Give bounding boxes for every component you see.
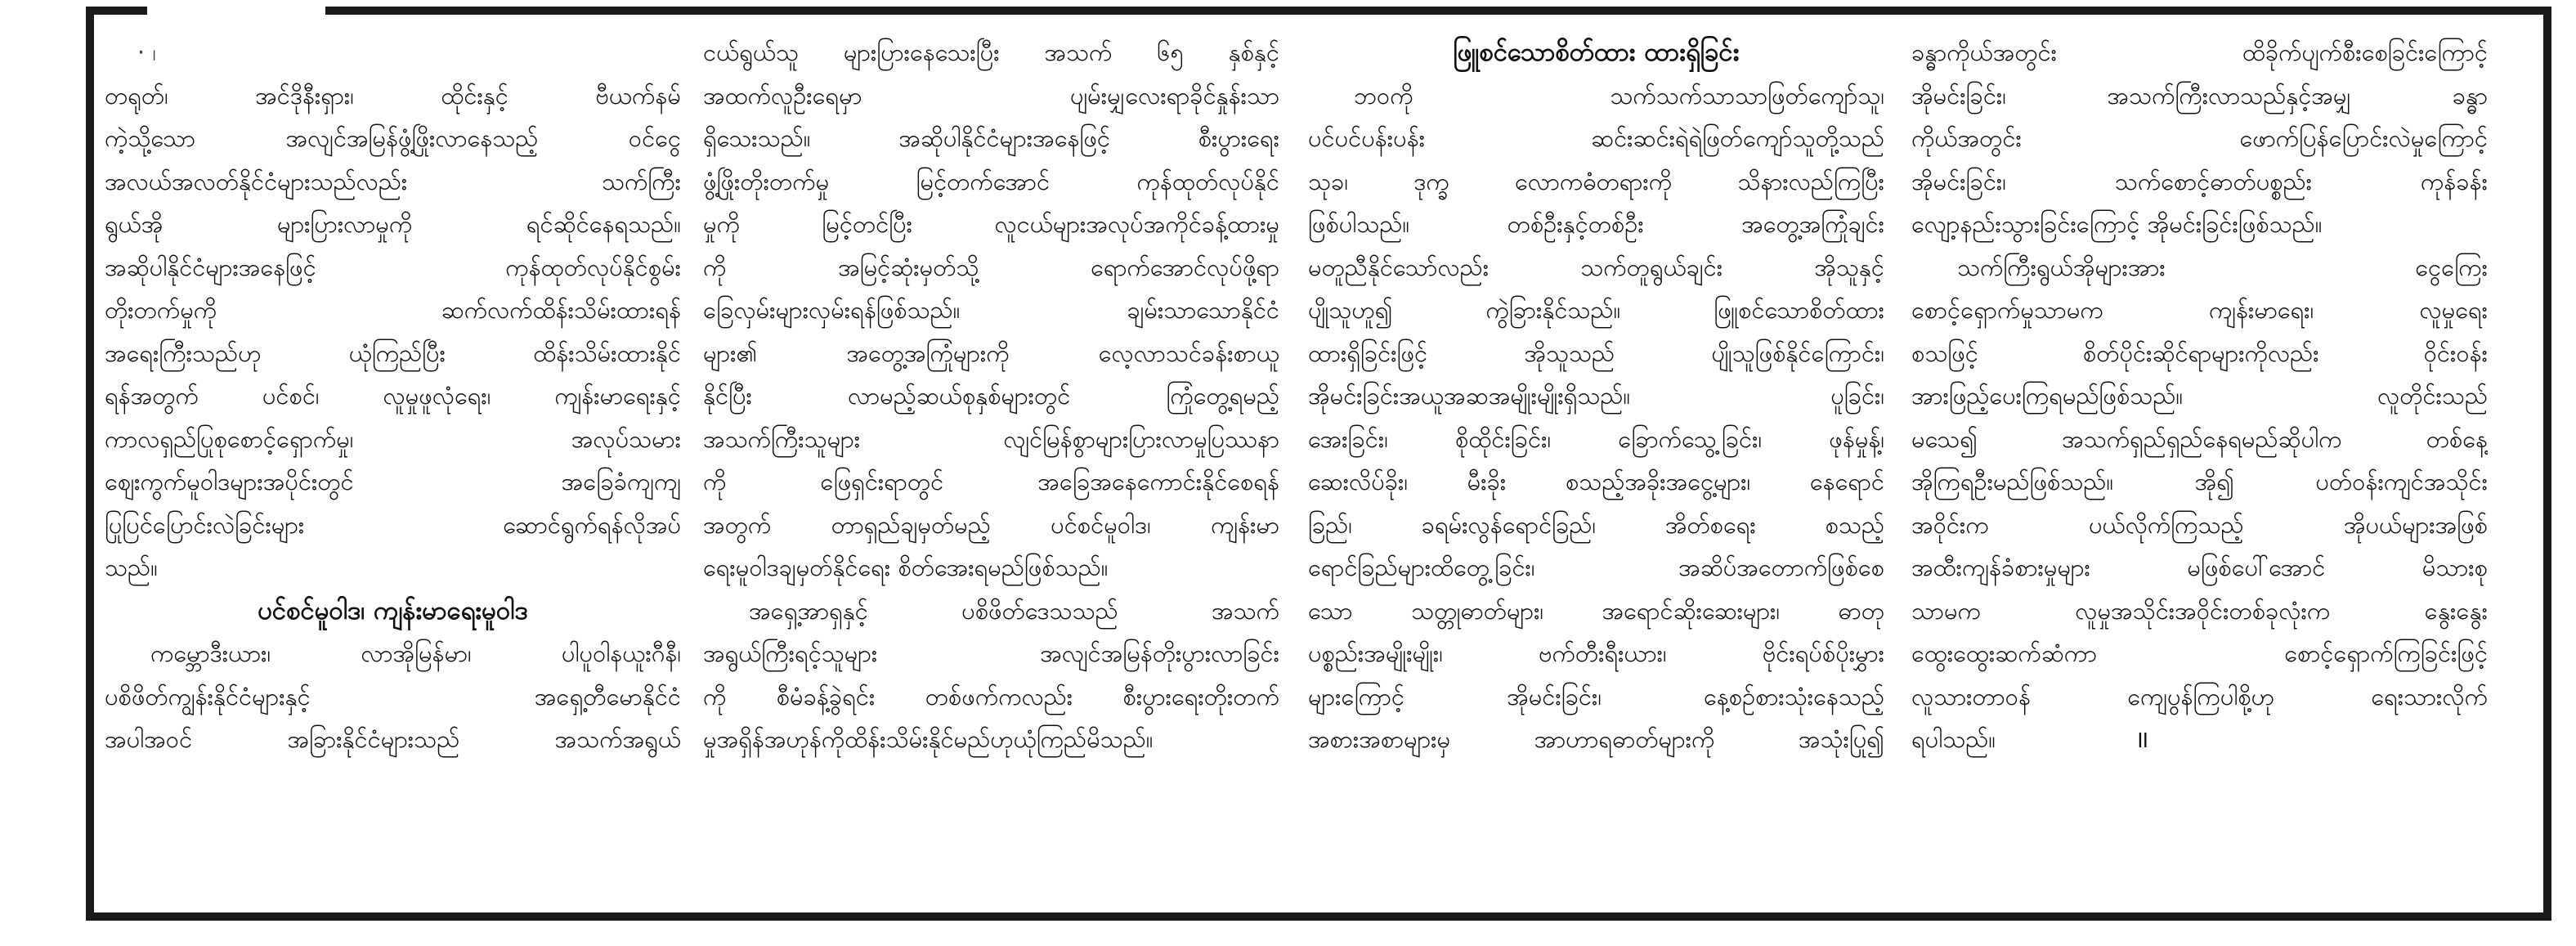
paragraph-line: ထားရှိခြင်းဖြင့် အိုသူသည် ပျိုသူဖြစ်နိုင်ကြောင်း၊ xyxy=(1308,338,1884,367)
paragraph-line: ငယ်ရွယ်သူ များပြားနေသေးပြီး အသက် ၆၅ နှစ်နှင့် xyxy=(703,38,1279,66)
section-heading: ဖြူစင်သောစိတ်ထား ထားရှိခြင်း xyxy=(1453,38,1740,67)
paragraph-line: အလယ်အလတ်နိုင်ငံများသည်လည်း သက်ကြီး xyxy=(105,167,681,195)
paragraph-line: ကို ဖြေရှင်းရာတွင် အခြေအနေကောင်းနိုင်စေရန် xyxy=(703,468,1279,495)
paragraph-line: အိုကြရဦးမည်ဖြစ်သည်။ အို၍ ပတ်ဝန်းကျင်အသိုင်း xyxy=(1911,468,2488,495)
paragraph-line: တိုးတက်မှုကို ဆက်လက်ထိန်းသိမ်းထားရန် xyxy=(105,296,681,324)
paragraph-line: ခန္ဓာကိုယ်အတွင်း ထိခိုက်ပျက်စီးစေခြင်းကြောင့် xyxy=(1911,38,2488,66)
paragraph-line: ပျိုသူဟူ၍ ကွဲခြားနိုင်သည်။ ဖြူစင်သောစိတ်ထား xyxy=(1308,296,1884,324)
paragraph-line: သာမက လူမှုအသိုင်းအဝိုင်းတစ်ခုလုံးက နွေးနွေး xyxy=(1911,596,2488,625)
paragraph-line: ရွယ်အို များပြားလာမှုကို ရင်ဆိုင်နေရသည်။ xyxy=(105,210,681,238)
section-heading: ပင်စင်မူဝါဒ၊ ကျန်းမာရေးမူဝါဒ xyxy=(258,595,528,625)
paragraph-line: ပင်ပင်ပန်းပန်း ဆင်းဆင်းရဲရဲဖြတ်ကျော်သူတို့သည် xyxy=(1308,124,1884,152)
paragraph-line: ခြည်၊ ခရမ်းလွန်ရောင်ခြည်၊ အိတ်စရေး စသည့် xyxy=(1308,510,1884,539)
paragraph-line: အထီးကျန်ခံစားမှုများ မဖြစ်ပေါ်အောင် မိသားစု xyxy=(1911,554,2488,581)
paragraph-line: အိုမင်းခြင်း၊ အသက်ကြီးလာသည်နှင့်အမျှ ခန္ဓာ xyxy=(1911,81,2488,110)
paragraph-line: ကို အမြင့်ဆုံးမှတ်သို့ ရောက်အောင်လုပ်ဖို့ရာ xyxy=(703,253,1279,281)
paragraph-line: ကမ္ဘောဒီးယား၊ လာအိုမြန်မာ၊ ပါပူဝါနယူးဂီနီ၊ xyxy=(150,639,681,667)
article-column-3 xyxy=(1308,31,1884,898)
paragraph-line: ကာလရှည်ပြုစုစောင့်ရှောက်မှု၊ အလုပ်သမား xyxy=(105,424,681,453)
paragraph-line: မသေ၍ အသက်ရှည်ရှည်နေရမည်ဆိုပါက တစ်နေ့ xyxy=(1911,424,2488,453)
paragraph-line: စောင့်ရှောက်မှုသာမက ကျန်းမာရေး၊ လူမှုရေး xyxy=(1911,296,2488,324)
paragraph-line: ပစိဖိတ်ကျွန်းနိုင်ငံများနှင့် အရှေ့တီမောနိုင်ငံ xyxy=(105,682,681,711)
paragraph-line: လူသားတာဝန် ကျေပွန်ကြပါစို့ဟု ရေးသားလိုက် xyxy=(1911,682,2488,711)
paragraph-line: အရေးကြီးသည်ဟု ယုံကြည်ပြီး ထိန်းသိမ်းထားနိုင် xyxy=(105,338,681,367)
paragraph-line: ကို စီမံခန့်ခွဲရင်း တစ်ဖက်ကလည်း စီးပွားရေးတိုးတက် xyxy=(703,682,1279,711)
paragraph-line: ခြေလှမ်းများလှမ်းရန်ဖြစ်သည်။ ချမ်းသာသောနိုင်ငံ xyxy=(703,296,1279,324)
paragraph-line: မတူညီနိုင်သော်လည်း သက်တူရွယ်ချင်း အိုသူနှင့် xyxy=(1308,253,1884,281)
paragraph-line: သုခ၊ ဒုက္ခ လောကဓံတရားကို သိနားလည်ကြပြီး xyxy=(1308,167,1884,195)
end-of-article-mark: ॥ xyxy=(2135,725,2149,753)
paragraph-line: ရှိသေးသည်။ အဆိုပါနိုင်ငံများအနေဖြင့် စီးပွားရေး xyxy=(703,124,1279,152)
paragraph-line: အရွယ်ကြီးရင့်သူများ အလျင်အမြန်တိုးပွားလာခြင်း xyxy=(703,639,1279,667)
paragraph-line: ရေးမူဝါဒချမှတ်နိုင်ရေး စိတ်အေးရမည်ဖြစ်သည်။ xyxy=(703,554,1109,581)
paragraph-line: အဆိုပါနိုင်ငံများအနေဖြင့် ကုန်ထုတ်လုပ်နိုင်စွမ်း xyxy=(105,253,681,281)
article-column-4 xyxy=(1911,31,2488,898)
paragraph-line: သည်။ xyxy=(105,554,158,581)
paragraph-line: ကဲ့သို့သော အလျင်အမြန်ဖွံ့ဖြိုးလာနေသည့် ဝင်ငွေ xyxy=(105,124,681,152)
paragraph-line: ပြုပြင်ပြောင်းလဲခြင်းများ ဆောင်ရွက်ရန်လိုအပ် xyxy=(105,510,681,539)
paragraph-line: အရှေ့အာရှနှင့် ပစိဖိတ်ဒေသသည် အသက် xyxy=(749,596,1279,625)
paragraph-line: အားဖြည့်ပေးကြရမည်ဖြစ်သည်။ လူတိုင်းသည် xyxy=(1911,382,2488,410)
paragraph-line: နိုင်ပြီး လာမည့်ဆယ်စုနှစ်များတွင် ကြုံတွေ့ရမည့် xyxy=(703,382,1279,410)
paragraph-line: ဈေးကွက်မူဝါဒများအပိုင်းတွင် အခြေခံကျကျ xyxy=(105,468,681,495)
paragraph-line: ရန်အတွက် ပင်စင်၊ လူမှုဖူလုံရေး၊ ကျန်းမာရေးနှင့် xyxy=(105,382,681,410)
paragraph-line: ထွေးထွေးဆက်ဆံကာ စောင့်ရှောက်ကြခြင်းဖြင့် xyxy=(1911,639,2488,667)
paragraph-line: လျော့နည်းသွားခြင်းကြောင့် အိုမင်းခြင်းဖြစ်သည်။ xyxy=(1911,210,2323,238)
paragraph-line: ကိုယ်အတွင်း ဖောက်ပြန်ပြောင်းလဲမှုကြောင့် xyxy=(1911,124,2488,152)
paragraph-line: ဖွံ့ဖြိုးတိုးတက်မှု မြင့်တက်အောင် ကုန်ထုတ်လုပ်နိုင် xyxy=(703,167,1279,195)
border-break xyxy=(147,0,325,21)
paragraph-line: အဝိုင်းက ပယ်လိုက်ကြသည့် အိုပယ်များအဖြစ် xyxy=(1911,510,2488,539)
paragraph-line: စသဖြင့် စိတ်ပိုင်းဆိုင်ရာများကိုလည်း ဝိုင်းဝန်း xyxy=(1911,338,2488,367)
paragraph-line xyxy=(1911,718,2488,761)
paragraph-line: ရောင်ခြည်များထိတွေ့ခြင်း၊ အဆိပ်အတောက်ဖြစ်စေ xyxy=(1308,554,1884,581)
article-column-2 xyxy=(703,31,1279,898)
paragraph-line: အထက်လူဦးရေမှာ ပျမ်းမျှလေးရာခိုင်နှုန်းသာ xyxy=(703,81,1279,110)
paragraph-line: သက်ကြီးရွယ်အိုများအား ငွေကြေး xyxy=(1957,253,2488,281)
paragraph-line: ဘဝကို သက်သက်သာသာဖြတ်ကျော်သူ၊ xyxy=(1354,81,1884,110)
paragraph-line: ဖြစ်ပါသည်။ တစ်ဦးနှင့်တစ်ဦး အတွေ့အကြုံချင်း xyxy=(1308,210,1884,238)
paragraph-line: များကြောင့် အိုမင်းခြင်း၊ နေ့စဉ်စားသုံးနေသည့် xyxy=(1308,682,1884,711)
paragraph-line: သော သတ္တုဓာတ်များ၊ အရောင်ဆိုးဆေးများ၊ ဓာတု xyxy=(1308,596,1884,625)
paragraph-line: မှုအရှိန်အဟုန်ကိုထိန်းသိမ်းနိုင်မည်ဟုယုံကြည်မိသည်။ xyxy=(703,725,1154,753)
paragraph-line: များ၏ အတွေ့အကြုံများကို လေ့လာသင်ခန်းစာယူ xyxy=(703,338,1279,367)
paragraph-line: အိုမင်းခြင်း၊ သက်စောင့်ဓာတ်ပစ္စည်း ကုန်ခန်း xyxy=(1911,167,2488,195)
paragraph-line: အိုမင်းခြင်းအယူအဆအမျိုးမျိုးရှိသည်။ ပူခြင်း၊ xyxy=(1308,382,1884,410)
paragraph-line: တရုတ်၊ အင်ဒိုနီးရှား၊ ထိုင်းနှင့် ဗီယက်နမ် xyxy=(105,81,681,110)
paragraph-line: အေးခြင်း၊ စိုထိုင်းခြင်း၊ ခြောက်သွေ့ခြင်း၊ ဖုန်မှုန့်၊ xyxy=(1308,424,1884,453)
paragraph-line: အသက်ကြီးသူများ လျင်မြန်စွာများပြားလာမှုပြဿနာ xyxy=(703,424,1279,453)
paragraph-line: ပစ္စည်းအမျိုးမျိုး၊ ဗက်တီးရီးယား၊ ဗိုင်းရပ်စ်ပိုးမွှား xyxy=(1308,639,1884,667)
paragraph-line: ဆေးလိပ်ခိုး၊ မီးခိုး စသည့်အခိုးအငွေ့များ၊ နေရောင် xyxy=(1308,468,1884,495)
line-text: ရပါသည်။ xyxy=(1911,725,1996,753)
paragraph-line: အစားအစာများမှ အာဟာရဓာတ်များကို အသုံးပြု၍ xyxy=(1308,725,1884,753)
article-column-1 xyxy=(105,31,681,898)
paragraph-line: အပါအဝင် အခြားနိုင်ငံများသည် အသက်အရွယ် xyxy=(105,725,681,753)
text-fragment: · ၊ xyxy=(137,38,157,66)
paragraph-line: အတွက် တာရှည်ချမှတ်မည့် ပင်စင်မူဝါဒ၊ ကျန်းမာ xyxy=(703,510,1279,539)
paragraph-line: မှုကို မြင့်တင်ပြီး လူငယ်များအလုပ်အကိုင်ခန့်ထားမှု xyxy=(703,210,1279,238)
